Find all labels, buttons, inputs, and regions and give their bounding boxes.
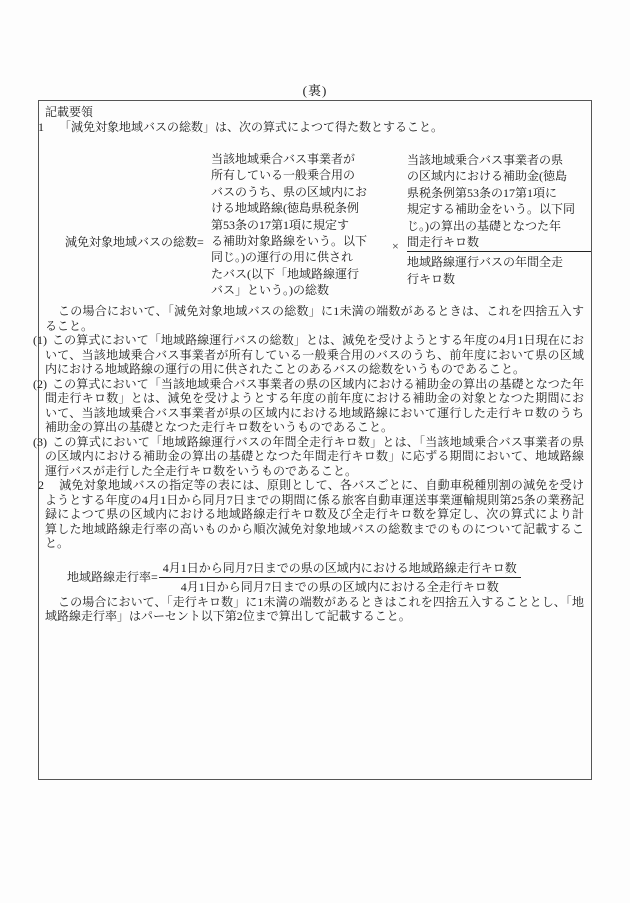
formula-total-area-buses (45, 151, 584, 304)
paragraph-final-note: この場合において、「走行キロ数」に1未満の端数があるときはこれを四捨五入することとし、「地域路線走行率」はパーセント以下第2位まで算出して記載すること。 (45, 594, 584, 623)
formula1-middle-text (211, 151, 399, 299)
formula1-middle-line: 第53条の17第1項に規定す (211, 217, 350, 232)
formula1-middle-line: 所有している一般乗合用の (211, 168, 356, 183)
formula1-middle-line: たバス(以下「地域路線運行 (211, 266, 359, 281)
subitem-2-text: この算式において「当該地域乗合バス事業者の県の区域内における補助金の算出の基礎となつた年間走行キロ数」とは、減免を受けようとする年度の前年度における補助金の対象となつた期間において、当該地域乗合バス事業者が県の区域内における地域路線において運行した走行キロ数のうち補助金の算出の基礎となつた走行キロ数をいうものであること。 (45, 376, 584, 434)
formula2-numerator: 4月1日から同月7日までの県の区域内における地域路線走行キロ数 (162, 560, 517, 575)
formula1-denominator (407, 251, 591, 287)
formula1-numerator-line: じ。)の算出の基礎となつた年 (407, 218, 561, 233)
formula1-fraction (407, 152, 591, 287)
formula1-middle-line: る補助対象路線をいう。以下 (211, 234, 368, 249)
subitem-1 (33, 333, 584, 377)
formula1-middle-line: バス」という。)の総数 (211, 283, 329, 298)
formula1-denominator-line: 行キロ数 (407, 271, 456, 286)
formula2-label: 地域路線走行率= (67, 570, 158, 585)
page-side-label: (裏) (302, 83, 328, 98)
formula2-fraction (159, 561, 521, 595)
item-2-number: 2 (38, 478, 44, 492)
paragraph-rounding-note: この場合において、「減免対象地域バスの総数」に1未満の端数があるときは、これを四捨五入すること。 (45, 304, 584, 333)
formula1-label: 減免対象地域バスの総数= (65, 235, 204, 249)
item-1-number: 1 (38, 119, 44, 134)
item-2-text: 減免対象地域バスの指定等の表には、原則として、各バスごとに、自動車税種別割の減免を受けようとする年度の4月1日から同月7日までの期間に係る旅客自動車運送事業運輸規則第25条の業務記録によつて県の区域内における地域路線走行キロ数及び全走行キロ数を算定し、次の算式により計算した地域路線走行率の高いものから順次減免対象地域バスの総数までのものについて記載すること。 (45, 478, 584, 550)
formula2-denominator: 4月1日から同月7日までの県の区域内における全走行キロ数 (159, 577, 521, 595)
formula1-denominator-line: 地域路線運行バスの年間全走 (407, 255, 564, 270)
document-frame (33, 100, 592, 780)
multiply-sign: × (392, 239, 399, 253)
formula1-middle-line: バスのうち、県の区域内にお (211, 184, 368, 199)
formula1-numerator-line: 県税条例第53条の17第1項に (407, 185, 558, 200)
subitem-3 (33, 434, 584, 479)
formula1-numerator-line: の区域内における補助金(徳島 (407, 169, 567, 184)
subitem-2-number: (2) (33, 376, 47, 391)
formula1-numerator (407, 152, 591, 251)
formula1-numerator-line: 当該地域乗合バス事業者の県 (407, 153, 564, 167)
item-2 (38, 478, 584, 551)
subitem-1-text: この算式において「地域路線運行バスの総数」とは、減免を受けようとする年度の4月1日現在において、当該地域乗合バス事業者が所有している一般乗合用のバスのうち、前年度において県の区域内における地域路線の運行の用に供されたことのあるバスの総数をいうものであること。 (45, 333, 584, 376)
item-1-text: 「減免対象地域バスの総数」は、次の算式によつて得た数とすること。 (59, 119, 444, 134)
formula1-numerator-line: 規定する補助金をいう。以下同 (407, 202, 576, 217)
subitem-1-number: (1) (33, 333, 47, 347)
formula1-middle-line: 同じ。)の運行の用に供され (211, 250, 353, 265)
formula1-middle-line: ける地域路線(徳島県税条例 (211, 201, 359, 216)
item-1 (38, 119, 584, 135)
document-heading: 記載要領 (45, 105, 94, 119)
formula-route-rate (67, 561, 584, 595)
formula1-numerator-line: 間走行キロ数 (407, 235, 480, 250)
subitem-2 (33, 376, 584, 435)
formula1-middle-line: 当該地域乗合バス事業者が (211, 152, 356, 166)
subitem-3-text: この算式において「地域路線運行バスの年間全走行キロ数」とは、「当該地域乗合バス事業者の県の区域内における補助金の算出の基礎となつた年間走行キロ数」に応ずる期間において、地域路線運行バスが走行した全走行キロ数をいうものであること。 (45, 434, 584, 478)
subitem-3-number: (3) (33, 434, 47, 449)
